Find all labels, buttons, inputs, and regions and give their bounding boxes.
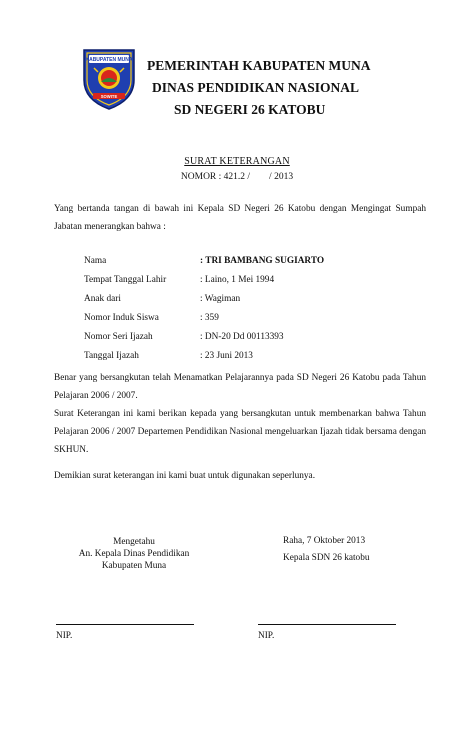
field-label: Anak dari xyxy=(84,294,121,304)
letter-title-text: SURAT KETERANGAN xyxy=(184,156,290,167)
right-sign-date: Raha, 7 Oktober 2013 xyxy=(283,536,366,546)
letter-title xyxy=(0,156,474,167)
graduation-paragraph: Benar yang bersangkutan telah Menamatkan Pelajarannya pada SD Negeri 26 Katobu pada Tahun Pelajaran 2006 / 2007. xyxy=(54,373,426,401)
field-value: : 23 Juni 2013 xyxy=(200,351,253,361)
left-nip-label: NIP. xyxy=(56,631,73,641)
closing-paragraph: Demikian surat keterangan ini kami buat untuk digunakan seperlunya. xyxy=(54,471,316,481)
left-sign-region: Kabupaten Muna xyxy=(101,561,167,571)
field-value: : 359 xyxy=(200,313,219,323)
header-government: PEMERINTAH KABUPATEN MUNA xyxy=(147,58,371,73)
svg-text:KABUPATEN MUNA: KABUPATEN MUNA xyxy=(85,57,133,64)
statement-paragraph: Surat Keterangan ini kami berikan kepada yang bersangkutan untuk membenarkan bahwa Tahun Pelajaran 2006 / 2007 Departemen Pendidikan Nasional mengeluarkan Ijazah tidak bersama dengan SKHUN. xyxy=(54,409,427,455)
field-label: Nama xyxy=(84,256,107,266)
svg-text:SOWITE: SOWITE xyxy=(100,93,118,99)
right-signature-line xyxy=(258,624,396,625)
right-sign-position: Kepala SDN 26 katobu xyxy=(283,553,370,563)
intro-paragraph: Yang bertanda tangan di bawah ini Kepala SD Negeri 26 Katobu dengan Mengingat Sumpah Jabatan menerangkan bahwa : xyxy=(54,204,426,232)
left-signature-line xyxy=(56,624,194,625)
left-sign-position: An. Kepala Dinas Pendidikan xyxy=(78,549,190,559)
left-sign-acknowledged: Mengetahu xyxy=(113,537,155,547)
field-label: Tanggal Ijazah xyxy=(84,351,139,361)
field-value: : Wagiman xyxy=(200,294,241,304)
field-value: : Laino, 1 Mei 1994 xyxy=(200,275,275,285)
field-label: Nomor Induk Siswa xyxy=(84,313,159,323)
field-label: Nomor Seri Ijazah xyxy=(84,332,153,342)
field-value: : TRI BAMBANG SUGIARTO xyxy=(200,256,325,266)
field-value: : DN-20 Dd 00113393 xyxy=(200,332,284,342)
kabupaten-muna-emblem xyxy=(80,46,138,112)
field-label: Tempat Tanggal Lahir xyxy=(84,275,167,285)
right-nip-label: NIP. xyxy=(258,631,275,641)
letter-number: NOMOR : 421.2 / / 2013 xyxy=(180,172,294,182)
header-department: DINAS PENDIDIKAN NASIONAL xyxy=(152,80,360,95)
header-school: SD NEGERI 26 KATOBU xyxy=(174,102,326,117)
